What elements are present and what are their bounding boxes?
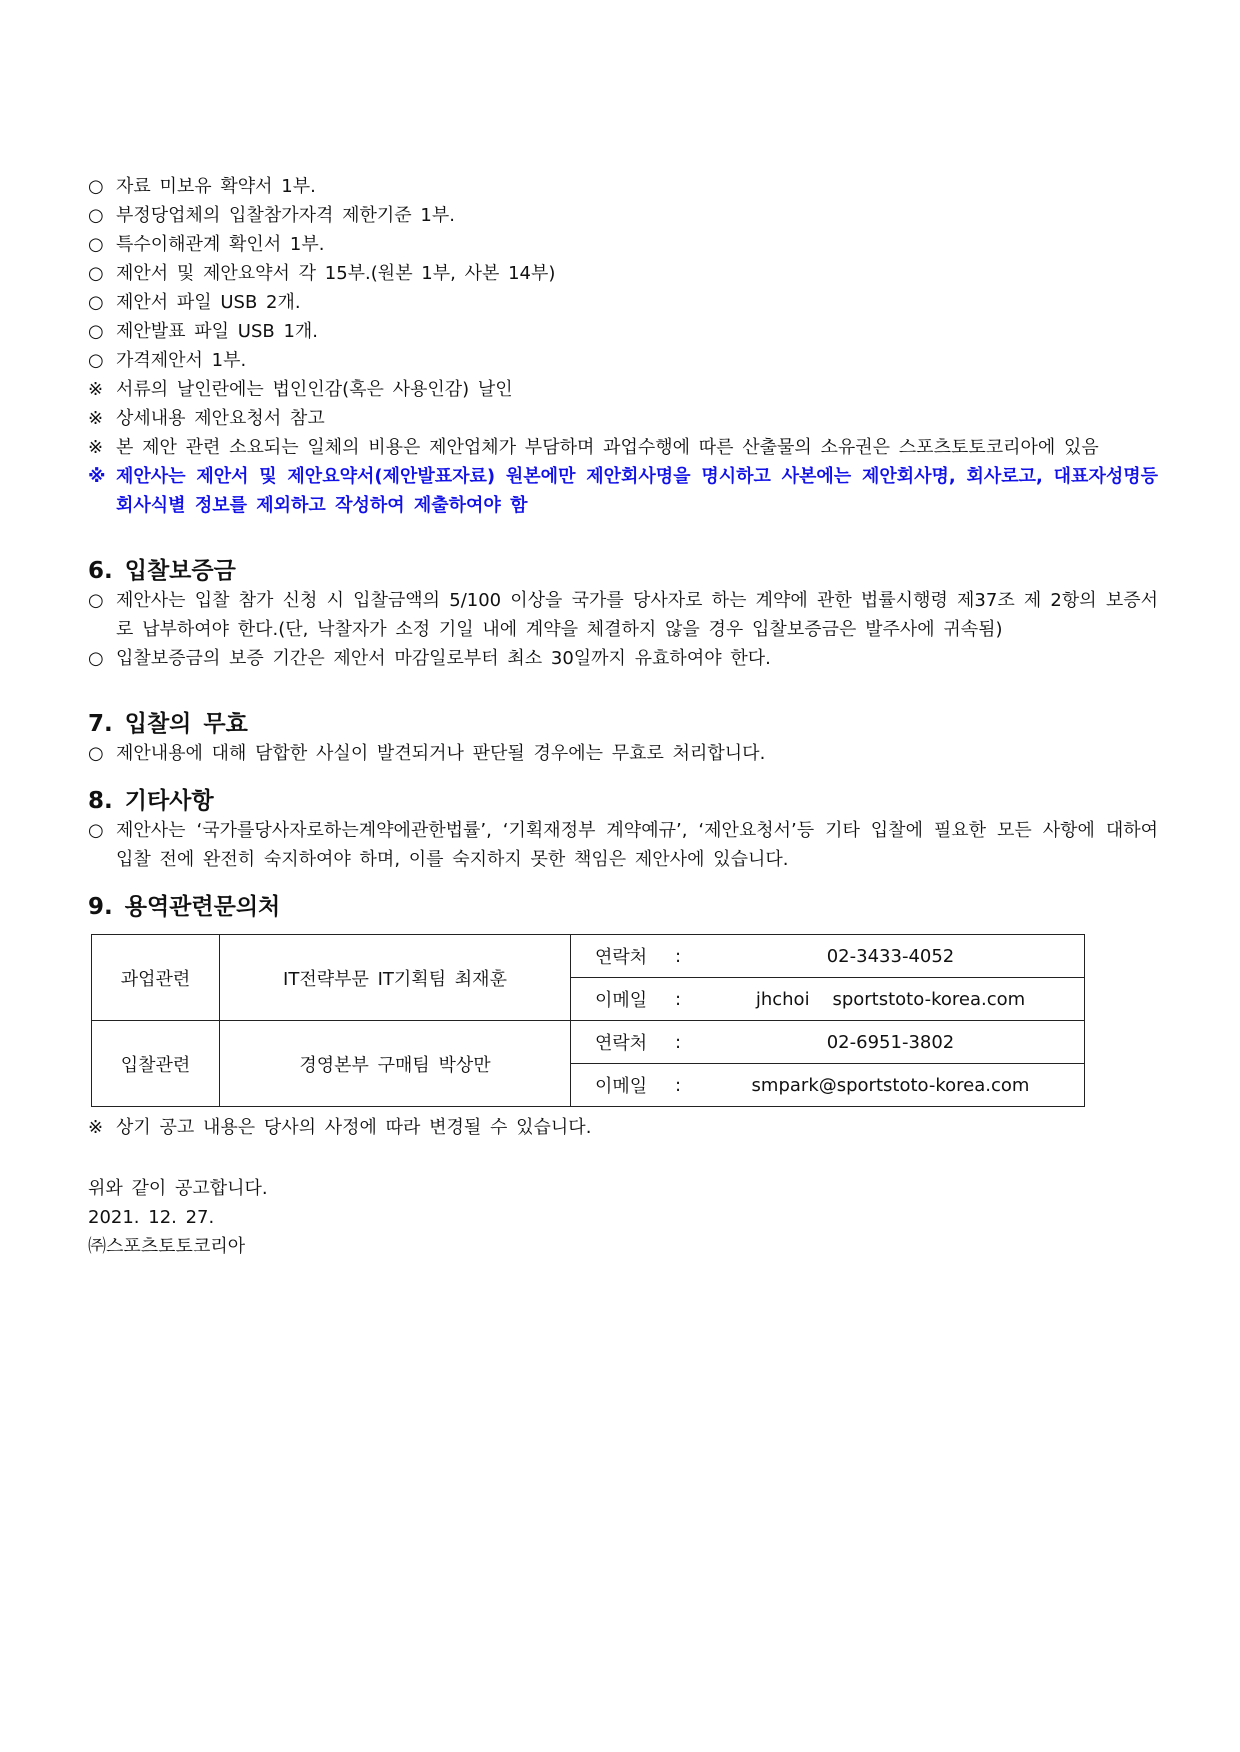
list-item [88, 259, 1158, 288]
note-item [88, 375, 1158, 404]
list-item-text: 특수이해관계 확인서 1부. [116, 234, 325, 255]
list-item [88, 739, 1158, 768]
table-row [92, 1021, 1085, 1064]
list-item [88, 230, 1158, 259]
section-bid-invalidity [88, 709, 1158, 768]
submission-list [88, 172, 1158, 375]
list-item-text: 제안서 및 제안요약서 각 15부.(원본 1부, 사본 14부) [116, 263, 556, 284]
section-title: 8. 기타사항 [88, 788, 214, 814]
list-item [88, 172, 1158, 201]
list-item-text: 제안서 파일 USB 2개. [116, 292, 301, 313]
phone-label: 연락처 [595, 1033, 648, 1054]
section-title: 9. 용역관련문의처 [88, 894, 281, 920]
note-item [88, 404, 1158, 433]
contact-category: 과업관련 [92, 935, 220, 1021]
contact-phone-cell [571, 935, 1085, 978]
list-item [88, 201, 1158, 230]
circle-bullet-icon: ○ [88, 234, 104, 255]
email-label: 이메일 [595, 990, 648, 1011]
closing-statement: 위와 같이 공고합니다. [88, 1178, 268, 1199]
note-text: 서류의 날인란에는 법인인감(혹은 사용인감) 날인 [116, 379, 513, 400]
circle-bullet-icon: ○ [88, 176, 104, 197]
list-item-text: 가격제안서 1부. [116, 350, 247, 371]
note-item [88, 433, 1158, 462]
document-body [88, 172, 1158, 1261]
list-item-text: 입찰보증금의 보증 기간은 제안서 마감일로부터 최소 30일까지 유효하여야 한다. [116, 648, 771, 669]
company-name: ㈜스포츠토토코리아 [88, 1236, 246, 1257]
list-item [88, 317, 1158, 346]
reference-mark-icon: ※ [88, 379, 104, 400]
reference-mark-icon: ※ [88, 437, 104, 458]
contact-phone-cell [571, 1021, 1085, 1064]
note-text: 상세내용 제안요청서 참고 [116, 408, 325, 429]
reference-mark-icon: ※ [88, 466, 106, 487]
colon: : [675, 1031, 682, 1053]
contact-person: 경영본부 구매팀 박상만 [220, 1021, 571, 1107]
highlight-note-text: 제안사는 제안서 및 제안요약서(제안발표자료) 원본에만 제안회사명을 명시하고 사본에는 제안회사명, 회사로고, 대표자성명등 회사식별 정보를 제외하고 작성하여 제출하여야 함 [116, 466, 1158, 516]
circle-bullet-icon: ○ [88, 820, 104, 841]
contact-email-cell [571, 1064, 1085, 1107]
circle-bullet-icon: ○ [88, 648, 104, 669]
colon: : [675, 988, 682, 1010]
circle-bullet-icon: ○ [88, 205, 104, 226]
list-item-text: 제안발표 파일 USB 1개. [116, 321, 319, 342]
phone-label: 연락처 [595, 947, 648, 968]
email-address: smpark@sportstoto-korea.com [751, 1074, 1030, 1096]
reference-mark-icon: ※ [88, 1117, 104, 1138]
footnote-text: 상기 공고 내용은 당사의 사정에 따라 변경될 수 있습니다. [116, 1117, 592, 1138]
list-item-text: 부정당업체의 입찰참가자격 제한기준 1부. [116, 205, 455, 226]
section-title: 7. 입찰의 무효 [88, 711, 248, 737]
colon: : [675, 1074, 682, 1096]
phone-number: 02-3433-4052 [826, 945, 955, 967]
email-address: jhchoi sportstoto-korea.com [755, 988, 1026, 1010]
note-text: 본 제안 관련 소요되는 일체의 비용은 제안업체가 부담하며 과업수행에 따른 산출물의 소유권은 스포츠토토코리아에 있음 [116, 437, 1099, 458]
notes-list [88, 375, 1158, 520]
contact-person: IT전략부문 IT기획팀 최재훈 [220, 935, 571, 1021]
list-item [88, 346, 1158, 375]
list-item [88, 288, 1158, 317]
section-bid-deposit [88, 556, 1158, 673]
table-row [92, 935, 1085, 978]
list-item-text: 제안사는 ‘국가를당사자로하는계약에관한법률’, ‘기획재정부 계약예규’, ‘제안요청서’등 기타 입찰에 필요한 모든 사항에 대하여 입찰 전에 완전히 숙지하여야 하며, 이를 숙지하지 못한 책임은 제안사에 있습니다. [116, 820, 1158, 870]
contact-email-cell [571, 978, 1085, 1021]
highlight-note [88, 462, 1158, 520]
section-other-matters [88, 786, 1158, 874]
email-label: 이메일 [595, 1076, 648, 1097]
list-item-text: 자료 미보유 확약서 1부. [116, 176, 316, 197]
closing-block [88, 1174, 1158, 1261]
circle-bullet-icon: ○ [88, 590, 104, 611]
contact-table [91, 934, 1085, 1107]
section-inquiries [88, 892, 1158, 1142]
contact-category: 입찰관련 [92, 1021, 220, 1107]
list-item [88, 586, 1158, 644]
reference-mark-icon: ※ [88, 408, 104, 429]
phone-number: 02-6951-3802 [826, 1031, 955, 1053]
list-item-text: 제안사는 입찰 참가 신청 시 입찰금액의 5/100 이상을 국가를 당사자로 하는 계약에 관한 법률시행령 제37조 제 2항의 보증서로 납부하여야 한다.(단, 낙찰자가 소정 기일 내에 계약을 체결하지 않을 경우 입찰보증금은 발주사에 귀속됨) [116, 590, 1158, 640]
section-title: 6. 입찰보증금 [88, 558, 236, 584]
circle-bullet-icon: ○ [88, 321, 104, 342]
list-item-text: 제안내용에 대해 담합한 사실이 발견되거나 판단될 경우에는 무효로 처리합니다. [116, 743, 766, 764]
colon: : [675, 945, 682, 967]
circle-bullet-icon: ○ [88, 292, 104, 313]
circle-bullet-icon: ○ [88, 263, 104, 284]
circle-bullet-icon: ○ [88, 350, 104, 371]
list-item [88, 644, 1158, 673]
closing-date: 2021. 12. 27. [88, 1207, 215, 1228]
footnote [88, 1113, 1158, 1142]
circle-bullet-icon: ○ [88, 743, 104, 764]
list-item [88, 816, 1158, 874]
